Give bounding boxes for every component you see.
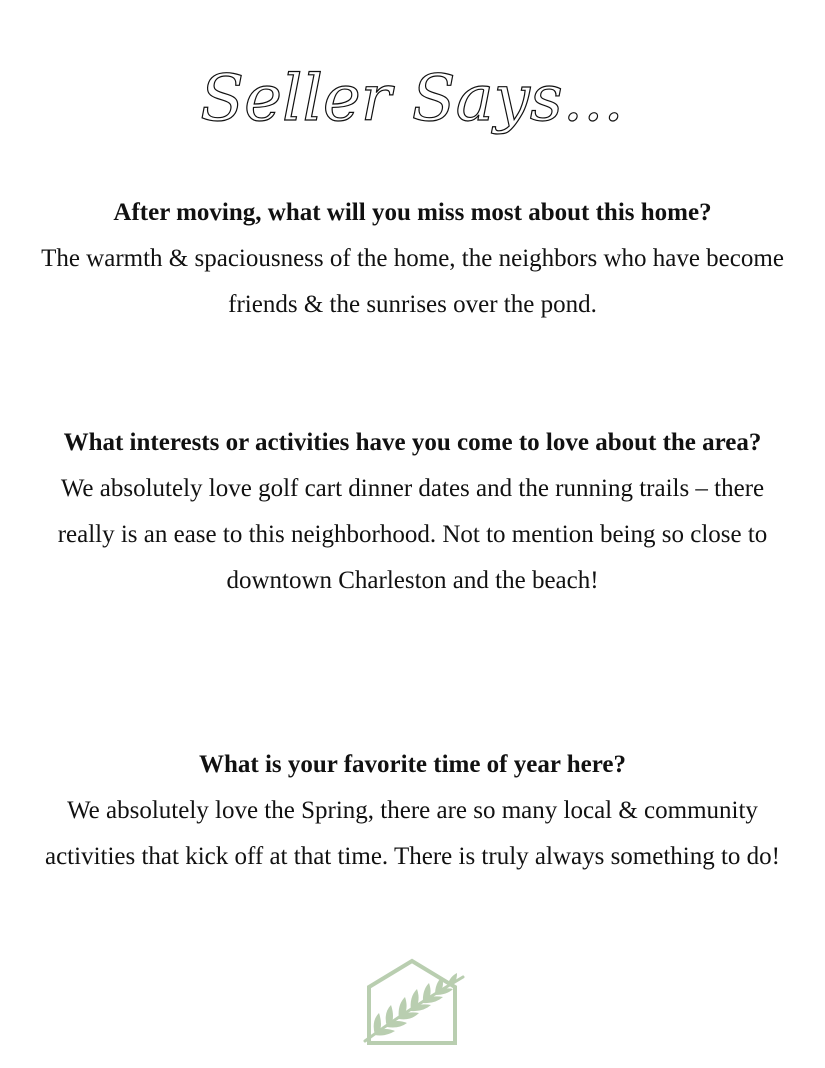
question-text: What is your favorite time of year here? [199,751,626,778]
answer-text: We absolutely love the Spring, there are so many local & community activities that kick off at that time. There is truly always something to do! [44,797,781,870]
qa-item [40,742,785,880]
question-text: After moving, what will you miss most about this home? [113,199,712,226]
house-leaf-icon [357,955,467,1047]
script-title [150,40,675,180]
answer-text: We absolutely love golf cart dinner dates and the running trails – there really is an ease to this neighborhood. Not to mention being so close to downtown Charleston and the beach! [57,475,768,594]
qa-item [40,420,785,604]
answer-text: The warmth & spaciousness of the home, the neighbors who have become friends & the sunrises over the pond. [41,245,784,318]
qa-item [40,190,785,328]
title-text: Seller Says... [200,62,624,136]
page-title [150,40,675,180]
question-text: What interests or activities have you come to love about the area? [63,429,762,456]
